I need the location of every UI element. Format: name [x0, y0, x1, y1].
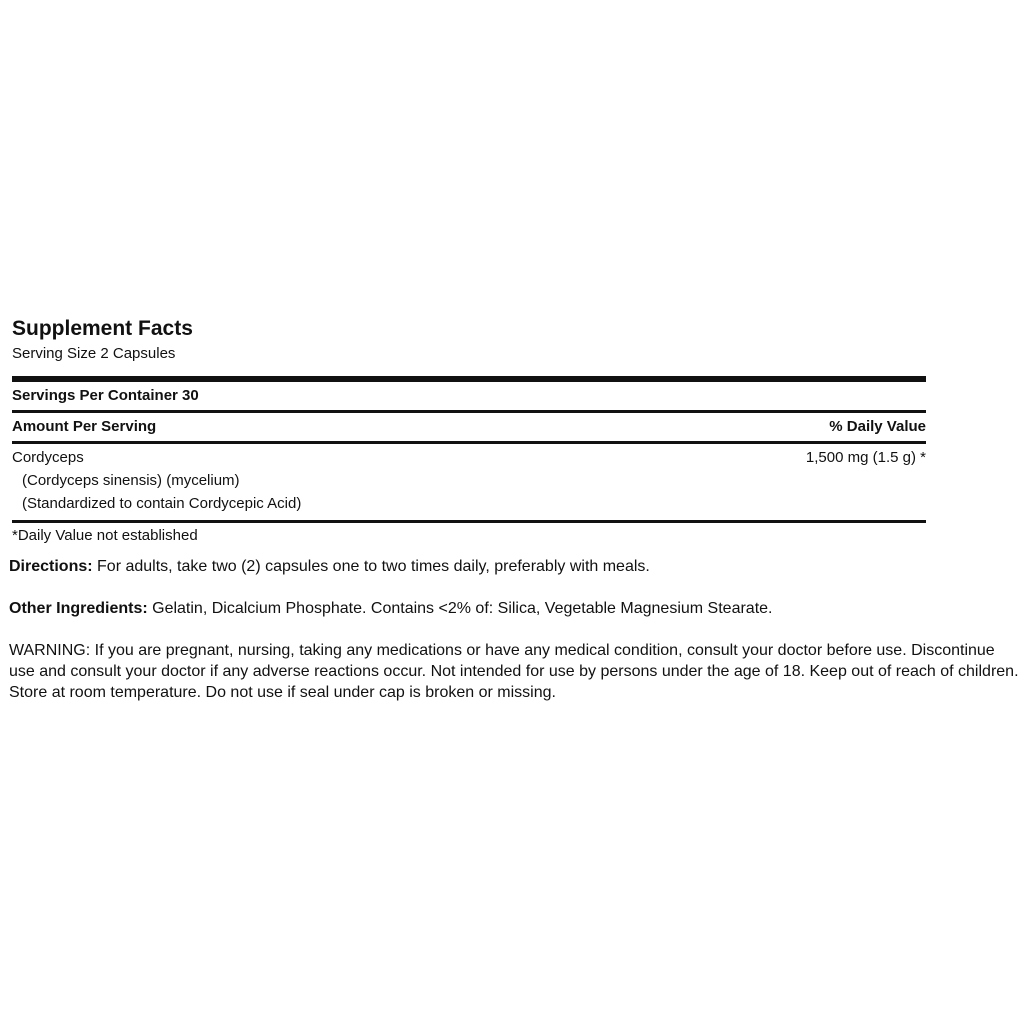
supplement-facts-panel — [12, 316, 926, 546]
ingredient-description — [12, 446, 301, 515]
other-ingredients-label: Other Ingredients: — [9, 600, 148, 617]
directions — [9, 556, 1019, 577]
directions-label: Directions: — [9, 558, 93, 575]
ingredient-row — [12, 444, 926, 520]
daily-value-header: % Daily Value — [829, 418, 926, 435]
servings-per-container: Servings Per Container 30 — [12, 387, 199, 404]
other-ingredients-text: Gelatin, Dicalcium Phosphate. Contains <2% of: Silica, Vegetable Magnesium Stearate. — [147, 600, 773, 617]
ingredient-detail: (Cordyceps sinensis) (mycelium) — [22, 472, 240, 489]
ingredient-name: Cordyceps — [12, 449, 84, 466]
amount-header-row — [12, 413, 926, 441]
warning-text: WARNING: If you are pregnant, nursing, taking any medications or have any medical condition, consult your doctor before use. Discontinue use and consult your doctor if any adverse reactions occur. Not intended for use by persons under the age of 18. Keep out of reach of children. Store at room temperature. Do not use if seal under cap is broken or missing. — [9, 642, 1019, 701]
directions-text: For adults, take two (2) capsules one to two times daily, preferably with meals. — [92, 558, 650, 575]
ingredient-amount: 1,500 mg (1.5 g) * — [805, 449, 926, 466]
servings-per-container-row — [12, 382, 926, 410]
supplement-facts-title: Supplement Facts — [12, 317, 193, 340]
daily-value-footnote: *Daily Value not established — [12, 527, 198, 544]
amount-per-serving-header: Amount Per Serving — [12, 418, 157, 435]
serving-size: Serving Size 2 Capsules — [12, 345, 176, 362]
ingredient-detail: (Standardized to contain Cordycepic Acid) — [22, 495, 302, 512]
other-ingredients — [9, 598, 1019, 619]
